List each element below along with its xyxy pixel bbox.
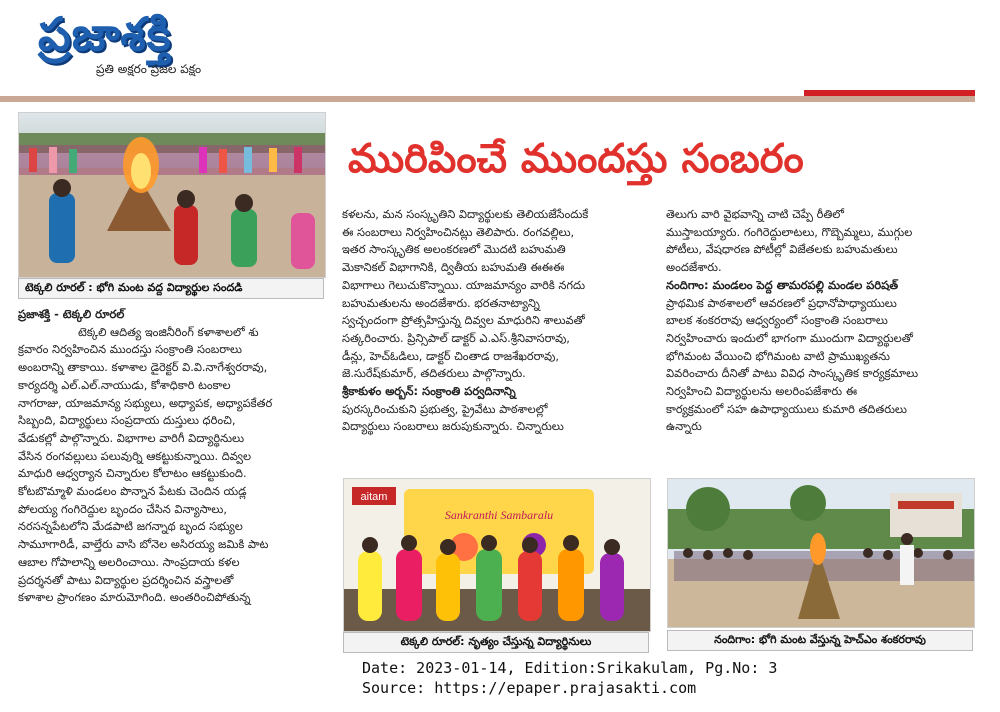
text-line: కార్యక్రమంలో సహ ఉపాధ్యాయులు కుమారి తదితరులు xyxy=(666,401,907,416)
text-line: ఆబాల గోపాలాన్ని అలరించాయి. సాంప్రదాయ కళల xyxy=(18,554,240,569)
newspaper-tagline: ప్రతి అక్షరం ప్రజల పక్షం xyxy=(96,62,202,76)
text-line: బాలక శంకరరావు ఆధ్వర్యంలో సంక్రాంతి సంబరాలు xyxy=(666,313,888,328)
text-line: టెక్కలి ఆదిత్య ఇంజినీరింగ్ కళాశాలలో శు xyxy=(78,324,259,339)
text-line: వివరించారు దీనితో పాటు వివిధ సాంస్కృతిక కార్యక్రమాలు xyxy=(666,366,919,381)
text-line: బహుమతులను అందజేశారు. భరతనాట్యాన్ని xyxy=(342,295,540,310)
photo-dancing-students xyxy=(343,478,651,632)
text-line: పోటీలు, వేషధారణ పోటీల్లో విజేతలకు బహుమతులు xyxy=(666,242,898,257)
text-line: వేడుకల్లో పాల్గొన్నారు. విభాగాల వారిగీ విద్యార్థినులు xyxy=(18,430,245,445)
text-line: ఉన్నారు xyxy=(666,419,702,434)
text-line: ఇతర సాంస్కృతిక అలంకరణలో మొదటి బహుమతి xyxy=(342,242,566,257)
text-line: కార్యదర్శి ఎల్.ఎల్.నాయుడు, కోశాధికారి టంకాల xyxy=(18,377,231,392)
photo-caption-top-left: టెక్కలి రూరల్ : భోగి మంట వద్ద విద్యార్థుల సందడి xyxy=(18,278,324,299)
text-line: స్వచ్చందంగా ప్రోత్సహిస్తున్న దివ్వల మాధురిని శాలువతో xyxy=(342,313,585,328)
subsection-lead: శ్రీకాకుళం అర్బన్: సంక్రాంతి పర్వదినాన్ని xyxy=(342,384,516,399)
text-line: మెకానికల్ విభాగానికి, ద్వితీయ బహుమతి ఈఈఈ xyxy=(342,260,565,275)
text-line: ఈ సంబరాలు నిర్వహించినట్లు తెలిపారు. రంగవల్లిలు, xyxy=(342,224,575,239)
text-line: అందజేశారు. xyxy=(666,260,722,275)
text-line: తెలుగు వారి వైభవాన్ని చాటి చెప్పే రీతిలో xyxy=(666,207,844,221)
text-line: కళలను, మన సంస్కృతిని విద్యార్థులకు తెలియజేసేందుకే xyxy=(342,207,589,221)
text-line: ప్రాథమిక పాఠశాలలో ఆవరణలో ప్రధానోపాధ్యాయులు xyxy=(666,295,897,310)
text-line: సామూగారిడీ, వాల్తేరు వాసి బోనెల అసిరయ్య జమికి పాట xyxy=(18,537,269,552)
text-line: ప్రదర్శనతో పాటు విద్యార్థుల ప్రదర్శించిన వస్త్రాలతో xyxy=(18,572,234,587)
source-footer xyxy=(362,658,982,698)
subsection-lead: నందిగాం: మండలం పెద్ద తామరపల్లి మండల పరిషత్ xyxy=(666,277,899,292)
text-line: నిర్వహించారు ఇందులో భాగంగా ముందుగా విద్యార్థులతో xyxy=(666,330,913,345)
text-line: డీన్లు, హెచ్ఓడిలు, డాక్టర్ చింతాడ రాజశేఖరరావు, xyxy=(342,348,559,363)
bonfire-crowd-image xyxy=(19,113,325,277)
masthead-red-accent xyxy=(804,90,975,96)
text-line: నాగరాజు, యాజమాన్య సభ్యులు, అధ్యాపక, అధ్యాపకేతర xyxy=(18,395,273,410)
dance-stage-image xyxy=(344,479,650,631)
text-line: నిర్వహించి విద్యార్థులను అలరింపజేశారు ఈ xyxy=(666,384,858,399)
text-line: క్రవారం నిర్వహించిన ముందస్తు సంక్రాంతి సంబరాలు xyxy=(18,342,242,357)
text-line: సత్కరించారు. ప్రిన్సిపాల్ డాక్టర్ ఎ.ఎస్.శ్రీనివాసరావు, xyxy=(342,330,570,345)
school-bonfire-image xyxy=(668,479,974,627)
edition-info: Date: 2023-01-14, Edition:Srikakulam, Pg.No: 3 xyxy=(362,659,778,677)
masthead-divider xyxy=(0,96,975,102)
text-line: కళాశాల ప్రాంగణం మారుమోగింది. అంతరించిపోతున్న xyxy=(18,590,251,605)
banner-text: Sankranthi Sambaralu xyxy=(444,508,554,522)
article-headline: మురిపించే ముందస్తు సంబరం xyxy=(348,136,804,182)
photo-bonfire-students xyxy=(18,112,326,278)
text-line: సిబ్బంది, విద్యార్థులు సంప్రదాయ దుస్తులు ధరించి, xyxy=(18,413,236,428)
text-line: విభాగాలు గెలుచుకొన్నాయి. యాజమాన్యం వారికి నగదు xyxy=(342,277,586,292)
text-line: పురస్కరించుకుని ప్రభుత్వ, ప్రైవేటు పాఠశాలల్లో xyxy=(342,401,548,416)
text-line: మాధురి ఆధ్వర్యాన చిన్నారుల కోలాటం ఆకట్టుకుంది. xyxy=(18,466,247,481)
photo-caption-right: నందిగాం: భోగి మంట వేస్తున్న హెచ్ఎం శంకరరావు xyxy=(667,630,973,651)
source-url[interactable]: Source: https://epaper.prajasakti.com xyxy=(362,679,697,697)
dateline: ప్రజాశక్తి - టెక్కలి రూరల్ xyxy=(18,307,125,321)
text-line: అంబరాన్ని తాకాయి. కళాశాల డైరెక్టర్ వి.వి.నాగేశ్వరరావు, xyxy=(18,360,268,375)
text-line: భోగిమంట వేయించి భోగిమంట వాటి ప్రాముఖ్యతను xyxy=(666,348,891,363)
text-line: కోటబొమ్మాళి మండలం పొన్నాన పేటకు చెందిన యడ్ల xyxy=(18,484,247,499)
photo-caption-center: టెక్కలి రూరల్: నృత్యం చేస్తున్న విద్యార్థినులు xyxy=(343,632,649,653)
article-column-3 xyxy=(666,206,972,436)
banner-logo-text: aitam xyxy=(360,491,388,503)
article-column-1 xyxy=(18,306,324,607)
newspaper-title: ప్రజాశక్తి xyxy=(38,7,172,61)
article-column-2 xyxy=(342,206,648,436)
text-line: జె.సురేష్‌కుమార్, తదితరులు పాల్గొన్నారు. xyxy=(342,366,526,381)
masthead-logo xyxy=(38,6,298,88)
text-line: పోలయ్య గంగిరెద్దుల బృందం చేసిన విన్యాసాలు, xyxy=(18,501,227,516)
photo-hm-bonfire xyxy=(667,478,975,628)
text-line: నరసన్నపేటలోని మేడపాటి జగన్నాథ బృంద సభ్యుల xyxy=(18,519,243,534)
text-line: విద్యార్థులు సంబరాలు జరుపుకున్నారు. చిన్నారులు xyxy=(342,419,564,434)
text-line: ముస్తాబయ్యారు. గంగిరెద్దులాటలు, గొబ్బెమ్మలు, ముగ్గుల xyxy=(666,224,913,239)
text-line: వేసిన రంగవల్లులు పలువుర్ని ఆకట్టుకున్నాయి. దివ్వల xyxy=(18,448,252,463)
